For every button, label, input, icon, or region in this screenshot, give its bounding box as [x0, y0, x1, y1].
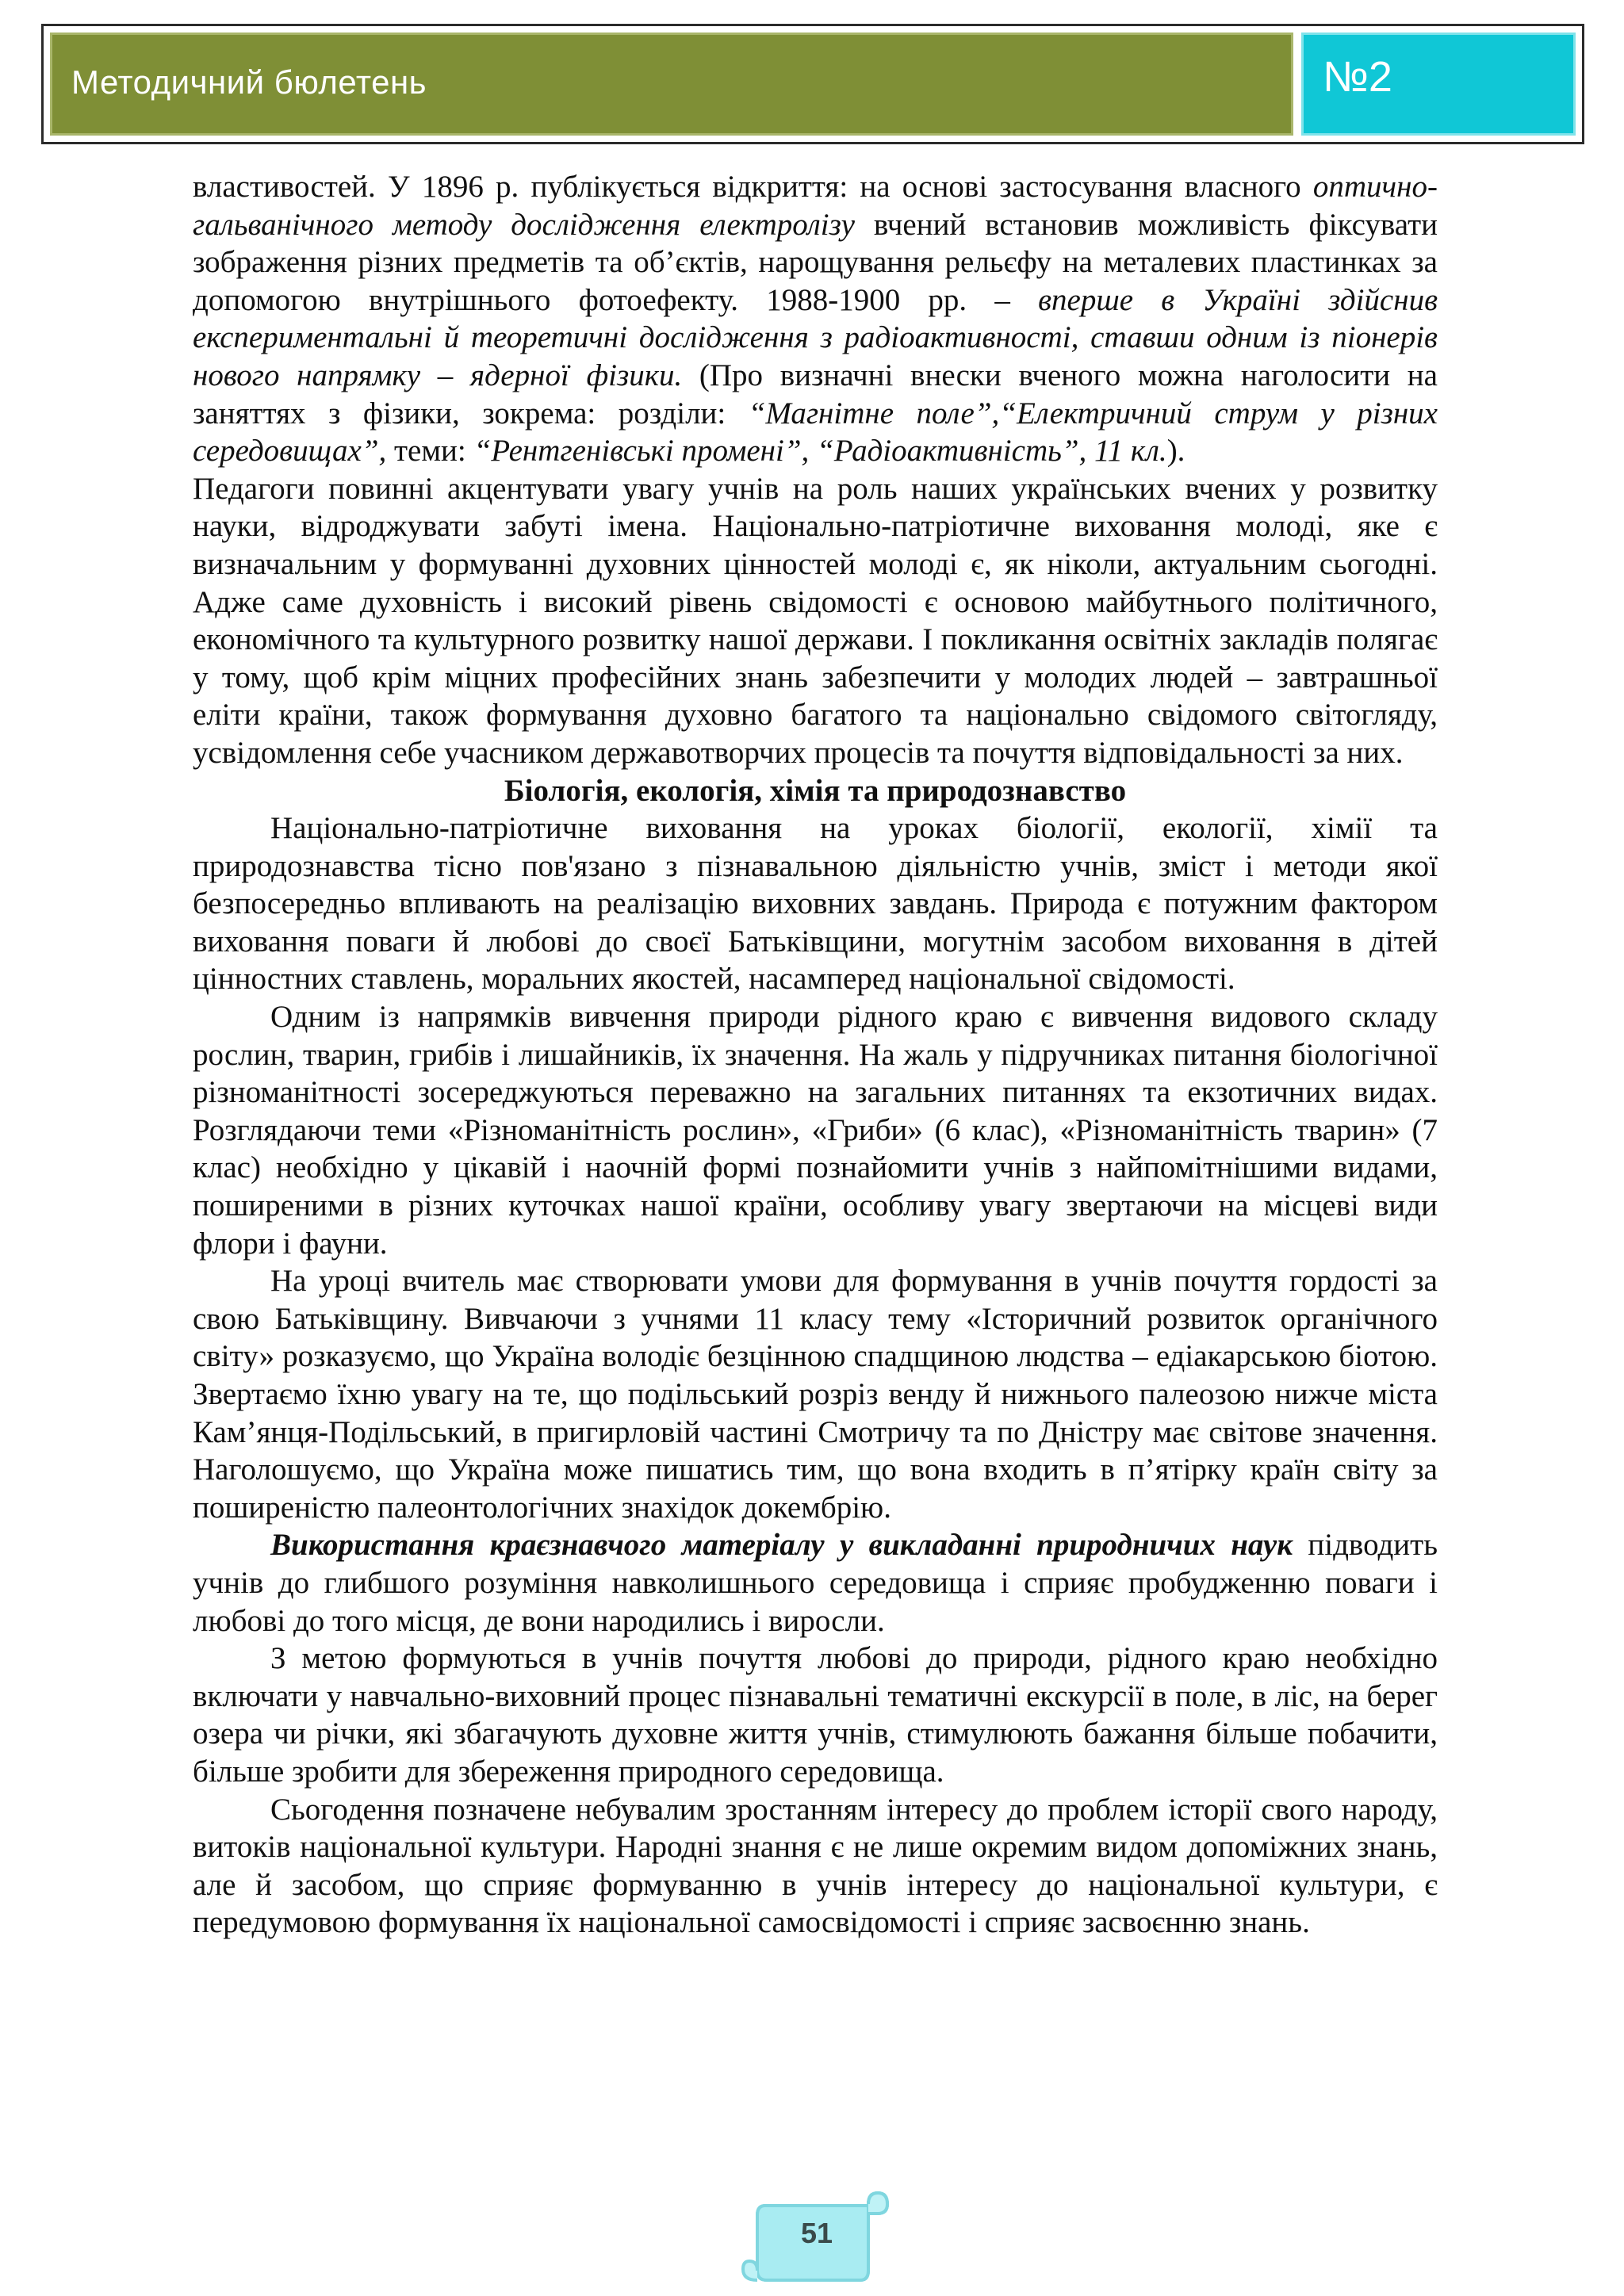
page-content [193, 168, 1438, 1942]
paragraph-folk-knowledge: Сьогодення позначене небувалим зростанням інтересу до проблем історії свого народу, витоків національної культури. Народні знання є не лише окремим видом допоміжних знань, але й засобом, що сприяє формуванню в учнів інтересу до національної культури, є передумовою формування їх національної самосвідомості і сприяє засвоєнню знань. [193, 1792, 1438, 1940]
paragraph-local-history [193, 1526, 1438, 1640]
text-run: вчений встановив можливість фіксувати зображення різних предметів та об’єктів, нарощування рельєфу на металевих пластинках за допомогою внутрішнього фотоефекту. 1988-1900 рр. – [193, 207, 1438, 317]
text-run: підводить учнів до глибшого розуміння навколишнього середовища і сприяє пробудженню поваги і любові до того місця, де вони народились і виросли. [193, 1528, 1438, 1638]
text-run: властивостей. У 1896 р. публікується відкриття: на основі застосування власного [193, 170, 1313, 204]
paragraph-teachers: Педагоги повинні акцентувати увагу учнів на роль наших українських вчених у розвитку науки, відроджувати забуті імена. Національно-патріотичне виховання молоді, яке є визначальним у формуванні духовних цінностей молоді є, як ніколи, актуальним сьогодні. Адже саме духовність і високий рівень свідомості є основою майбутнього політичного, економічного та культурного розвитку нашої держави. І покликання освітніх закладів полягає у тому, щоб крім міцних професійних знань забезпечити у молодих людей – завтрашньої еліти країни, також формування духовно багатого та національно свідомого світогляду, усвідомлення себе учасником державотворчих процесів та почуття відповідальності за них. [193, 471, 1438, 770]
paragraph-physics-discoveries [193, 168, 1438, 470]
italic-run: оптично-гальванічного методу дослідження електролізу [193, 170, 1438, 242]
paragraph-species-study: Одним із напрямків вивчення природи рідного краю є вивчення видового складу рослин, тварин, грибів і лишайників, їх значення. На жаль у підручниках питання біологічної різноманітності зосереджуються переважно на загальних питаннях та екзотичних видах. Розглядаючи теми «Різноманітність рослин», «Гриби» (6 клас), «Різноманітність тварин» (7 клас) необхідно у цікавій і наочній формі познайомити учнів з найпомітнішими видами, поширеними в різних куточках нашої країни, особливу увагу звертаючи на місцеві види флори і фауни. [193, 1000, 1438, 1261]
italic-run: “Рентгенівські промені”, “Радіоактивність”, 11 кл. [473, 434, 1167, 469]
paragraph-excursions: З метою формуються в учнів почуття любові до природи, рідного краю необхідно включати у навчально-виховний процес пізнавальні тематичні екскурсії в поле, в ліс, на берег озера чи річки, які збагачують духовне життя учнів, стимулюють бажання більше побачити, більше зробити для збереження природного середовища. [193, 1641, 1438, 1789]
bold-italic-run: Використання краєзнавчого матеріалу у викладанні природничих наук [270, 1528, 1293, 1563]
text-run: теми: [386, 434, 474, 469]
text-run: ). [1166, 434, 1185, 469]
paragraph-pride: На уроці вчитель має створювати умови для формування в учнів почуття гордості за свою Батьківщину. Вивчаючи з учнями 11 класу тему «Історичний розвиток органічного світу» розказуємо, що Україна володіє безцінною спадщиною людства – едіакарською біотою. Звертаємо їхню увагу на те, що подільський розріз венду й нижнього палеозою нижче міста Кам’янця-Подільський, в пригирловій частині Смотричу та по Дністру має світове значення. Наголошуємо, що Україна може пишатись тим, що вона входить в п’ятірку країн світу за поширеністю палеонтологічних знахідок докембрію. [193, 1264, 1438, 1525]
italic-run: вперше в Україні здійснив експериментальні й теоретичні дослідження з радіоактивності, ставши одним із піонерів нового напрямку – ядерної фізики. [193, 282, 1438, 392]
text-run: (Про визначні внески вченого можна наголосити на заняттях з фізики, зокрема: розділи: [193, 358, 1438, 430]
paragraph-patriotic-education: Національно-патріотичне виховання на уроках біології, екології, хімії та природознавства тісно пов'язано з пізнавальною діяльністю учнів, зміст і методи якої безпосередньо впливають на реалізацію виховних завдань. Природа є потужним фактором виховання поваги й любові до своєї Батьківщини, могутнім засобом виховання в дітей цінностних ставлень, моральних якостей, насамперед національної свідомості. [193, 811, 1438, 997]
issue-number: №2 [1323, 53, 1392, 101]
page-number: 51 [800, 2217, 833, 2249]
italic-run: “Магнітне поле”,“Електричний струм у різних середовищах”, [193, 396, 1438, 469]
section-heading: Біологія, екологія, хімія та природознавство [504, 773, 1127, 808]
bulletin-title: Методичний бюлетень [71, 63, 427, 101]
